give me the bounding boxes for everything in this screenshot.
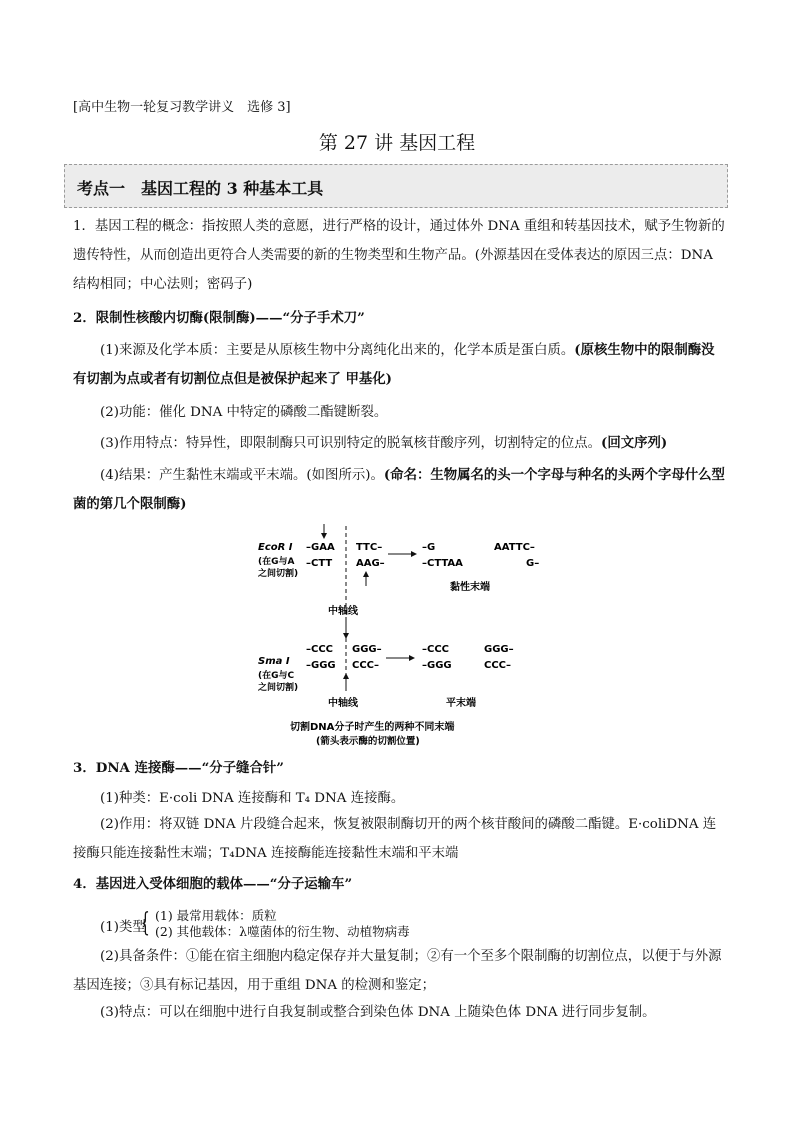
paragraph-ligase-types: (1)种类：E·coli DNA 连接酶和 T₄ DNA 连接酶。 <box>100 791 405 806</box>
heading-restriction-enzyme: 2．限制性核酸内切酶(限制酶)——“分子手术刀” <box>73 310 365 326</box>
ecor-res1-top: –G <box>422 542 436 553</box>
vector-type-1: (1) 最常用载体：质粒 <box>155 908 277 923</box>
diagram-caption-1: 切割DNA分子时产生的两种不同末端 <box>290 722 455 733</box>
axis-label-1: 中轴线 <box>328 606 358 617</box>
page-title: 第 27 讲 基因工程 <box>318 132 476 154</box>
source-note: (原核生物中的限制酶没有切割为点或者有切割位点但是被保护起来了 甲基化) <box>73 342 715 387</box>
sma-note-2: 之间切割) <box>258 683 299 693</box>
feature-text: (3)作用特点：特异性，即限制酶只可识别特定的脱氧核苷酸序列，切割特定的位点。 <box>100 436 602 451</box>
heading-ligase: 3．DNA 连接酶——“分子缝合针” <box>73 760 284 776</box>
section-title: 考点一 基因工程的 3 种基本工具 <box>77 179 324 198</box>
result-text: (4)结果：产生黏性末端或平末端。(如图所示)。 <box>100 468 384 483</box>
blunt-end-label: 平末端 <box>446 698 476 709</box>
paragraph-result <box>73 461 727 519</box>
series-header: [高中生物一轮复习教学讲义 选修 3] <box>73 100 291 115</box>
paragraph-vector-features: (3)特点：可以在细胞中进行自我复制或整合到染色体 DNA 上随染色体 DNA 进行同步复制。 <box>100 1005 656 1020</box>
feature-note: (回文序列) <box>601 435 668 451</box>
brace-icon: { <box>140 908 150 938</box>
diagram-caption-2: (箭头表示酶的切割位置) <box>316 736 420 747</box>
ecor-left-top: –GAA <box>306 542 335 553</box>
ecor-mid-bottom: AAG– <box>356 558 385 569</box>
sma-left-top: –CCC <box>306 644 334 655</box>
sma-res2-top: GGG– <box>484 644 514 655</box>
source-text: (1)来源及化学本质：主要是从原核生物中分离纯化出来的，化学本质是蛋白质。 <box>100 343 575 358</box>
sma-left-bottom: –GGG <box>306 660 336 671</box>
sma-res1-bottom: –GGG <box>422 660 452 671</box>
paragraph-vector-conditions: (2)具备条件：①能在宿主细胞内稳定保存并大量复制；②有一个至多个限制酶的切割位点，以便于与外源基因连接；③具有标记基因，用于重组 DNA 的检测和鉴定； <box>73 949 722 993</box>
axis-label-2: 中轴线 <box>328 698 358 709</box>
sma-res2-bottom: CCC– <box>484 660 512 671</box>
result-note: (命名：生物属名的头一个字母与种名的头两个字母什么型菌的第几个限制酶) <box>73 467 725 512</box>
paragraph-function: (2)功能：催化 DNA 中特定的磷酸二酯键断裂。 <box>100 405 388 420</box>
vector-types-list <box>155 908 410 940</box>
ecor-left-bottom: –CTT <box>306 558 333 569</box>
sticky-end-label: 黏性末端 <box>450 582 490 593</box>
ecor-res2-top: AATTC– <box>494 542 535 553</box>
ecor-mid-top: TTC– <box>356 542 383 553</box>
ecor-label: EcoR Ⅰ <box>258 542 293 553</box>
ecor-res2-bottom: G– <box>526 558 540 569</box>
sma-res1-top: –CCC <box>422 644 450 655</box>
section-header-box <box>64 164 728 208</box>
paragraph-feature <box>73 429 727 458</box>
paragraph-source <box>73 336 727 394</box>
ecor-note-2: 之间切割) <box>258 569 299 579</box>
paragraph-concept: 1．基因工程的概念：指按照人类的意愿，进行严格的设计，通过体外 DNA 重组和转基因技术，赋予生物新的遗传特性，从而创造出更符合人类需要的新的生物类型和生物产品。(外源基因在受体表达的原因三点：DNA 结构相同；中心法则；密码子) <box>73 219 725 292</box>
sma-mid-bottom: CCC– <box>352 660 380 671</box>
sma-note-1: (在G与C <box>258 671 295 681</box>
sma-label: Sma Ⅰ <box>258 656 290 667</box>
heading-vector: 4．基因进入受体细胞的载体——“分子运输车” <box>73 876 353 892</box>
ecor-note-1: (在G与A <box>258 557 295 567</box>
vector-type-2: (2) 其他载体：λ噬菌体的衍生物、动植物病毒 <box>155 924 410 939</box>
ecor-res1-bottom: –CTTAA <box>422 558 463 569</box>
restriction-diagram <box>250 520 550 750</box>
paragraph-ligase-function: (2)作用：将双链 DNA 片段缝合起来，恢复被限制酶切开的两个核苷酸间的磷酸二酯键。E·coliDNA 连接酶只能连接黏性末端；T₄DNA 连接酶能连接黏性末端和平末端 <box>73 817 717 861</box>
vector-types-label: (1)类型 <box>100 920 146 935</box>
sma-mid-top: GGG– <box>352 644 382 655</box>
